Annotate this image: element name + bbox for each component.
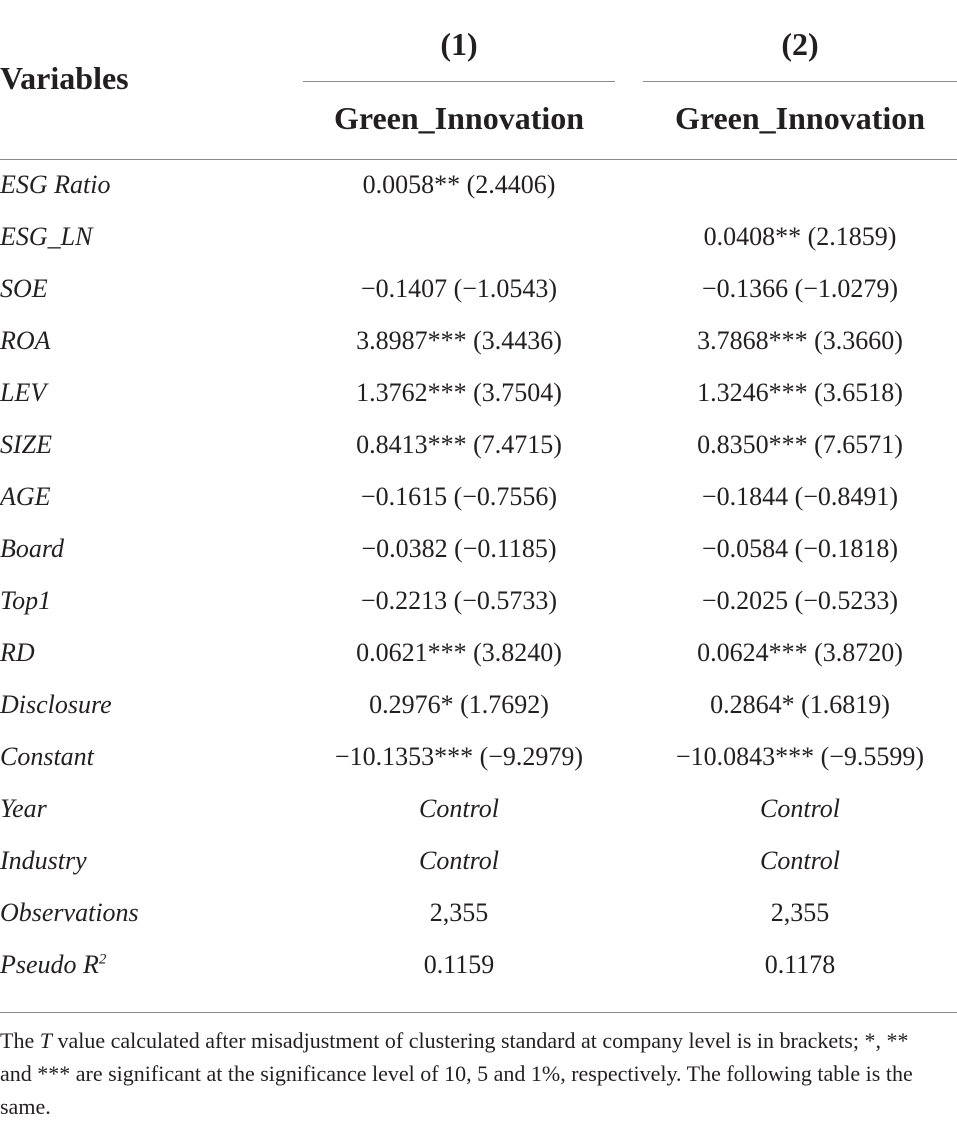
table-row [0, 679, 957, 731]
row-col2-value: 1.3246*** (3.6518) [697, 378, 903, 407]
row-variable: ESG_LN [0, 222, 93, 251]
row-variable: LEV [0, 378, 47, 407]
row-col2-value: Control [760, 846, 840, 875]
row-col1-value: 3.8987*** (3.4436) [356, 326, 562, 355]
table-row [0, 887, 957, 939]
row-variable: RD [0, 638, 35, 667]
row-variable: Year [0, 794, 47, 823]
row-variable-superscript: 2 [98, 951, 107, 968]
row-variable: Constant [0, 742, 94, 771]
row-col2-value: 2,355 [770, 898, 830, 927]
header-col1-dependent: Green_Innovation [333, 100, 585, 136]
table-row [0, 835, 957, 887]
header-variables: Variables [0, 60, 129, 96]
table-row [0, 575, 957, 627]
row-col2-value: 3.7868*** (3.3660) [697, 326, 903, 355]
table-row [0, 471, 957, 523]
row-col1-value: Control [419, 846, 499, 875]
row-col1-value: 0.0621*** (3.8240) [356, 638, 562, 667]
header-col2-rule [643, 81, 957, 82]
row-variable-main: Pseudo R [0, 950, 99, 979]
row-variable: Observations [0, 898, 139, 927]
row-col1-value: −0.1615 (−0.7556) [360, 482, 558, 511]
table-footnote [0, 1024, 945, 1123]
row-col2-value: −10.0843*** (−9.5599) [675, 742, 925, 771]
row-col2-value: −0.1366 (−1.0279) [701, 274, 899, 303]
row-col2-value: 0.1178 [764, 950, 836, 979]
row-variable: AGE [0, 482, 51, 511]
row-col2-value: Control [760, 794, 840, 823]
row-col2-value: 0.0408** (2.1859) [703, 222, 897, 251]
row-col2-value: 0.0624*** (3.8720) [697, 638, 903, 667]
table-row [0, 211, 957, 263]
row-variable [0, 939, 106, 991]
table-row [0, 263, 957, 315]
row-variable: ESG Ratio [0, 170, 111, 199]
row-col1-value: 1.3762*** (3.7504) [356, 378, 562, 407]
row-col2-value: −0.2025 (−0.5233) [701, 586, 899, 615]
table-row [0, 627, 957, 679]
row-col1-value: −0.0382 (−0.1185) [361, 534, 557, 563]
footnote-t-symbol: T [39, 1028, 52, 1053]
table-row [0, 315, 957, 367]
row-variable: SIZE [0, 430, 52, 459]
table-row [0, 731, 957, 783]
table-bottom-rule [0, 1012, 957, 1013]
footnote-text: value calculated after misadjustment of clustering standard at company level is in brackets; *, ** and *** are significant at the significance level of 10, 5 and 1%, respectively. The following table is the same. [0, 1028, 913, 1119]
row-variable: Disclosure [0, 690, 112, 719]
row-variable: Industry [0, 846, 87, 875]
row-col1-value: −10.1353*** (−9.2979) [334, 742, 584, 771]
table-row [0, 523, 957, 575]
row-col1-value: 0.1159 [423, 950, 495, 979]
row-variable: Top1 [0, 586, 52, 615]
header-col2-number: (2) [781, 26, 819, 62]
row-variable: ROA [0, 326, 51, 355]
row-col1-value: 0.0058** (2.4406) [362, 170, 556, 199]
header-col1-rule [303, 81, 615, 82]
row-col1-value: 0.2976* (1.7692) [369, 690, 549, 719]
footnote-prefix: The [0, 1028, 40, 1053]
row-col1-value: 0.8413*** (7.4715) [356, 430, 562, 459]
row-variable: SOE [0, 274, 48, 303]
row-col2-value: 0.2864* (1.6819) [710, 690, 890, 719]
row-col2-value: −0.1844 (−0.8491) [701, 482, 899, 511]
table-row [0, 783, 957, 835]
table-row [0, 159, 957, 211]
row-col2-value: −0.0584 (−0.1818) [701, 534, 899, 563]
row-col1-value: Control [419, 794, 499, 823]
row-col2-value: 0.8350*** (7.6571) [697, 430, 903, 459]
header-col1-number: (1) [440, 26, 478, 62]
table-row [0, 367, 957, 419]
table-row [0, 939, 957, 991]
row-col1-value: −0.1407 (−1.0543) [360, 274, 558, 303]
row-col1-value: 2,355 [429, 898, 489, 927]
table-row [0, 419, 957, 471]
header-col2-dependent: Green_Innovation [674, 100, 926, 136]
row-col1-value: −0.2213 (−0.5733) [360, 586, 558, 615]
row-variable: Board [0, 534, 65, 563]
